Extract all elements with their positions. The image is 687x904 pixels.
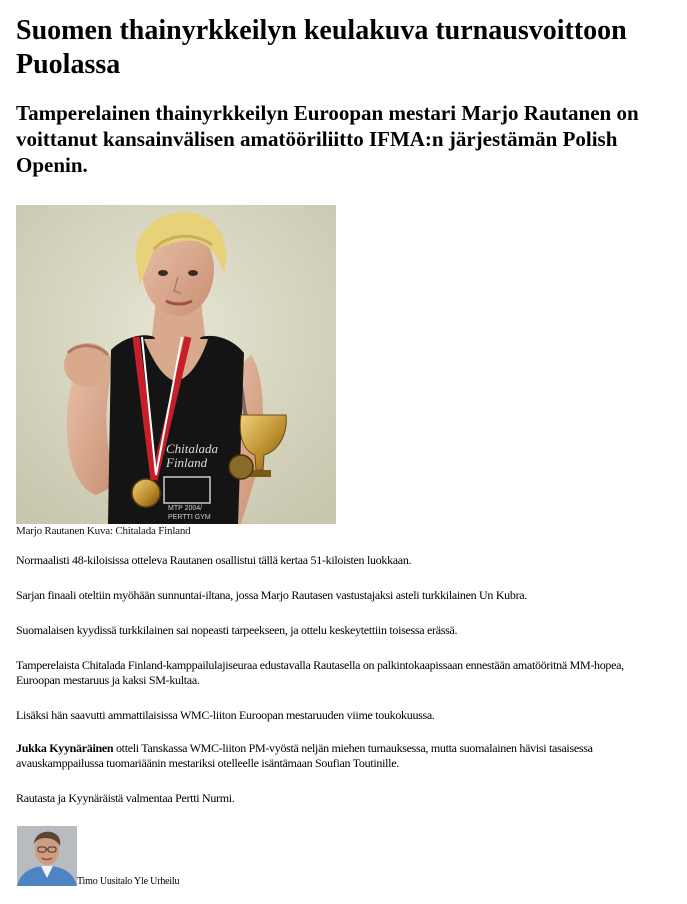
fighter-photo-illustration [16, 205, 336, 524]
paragraph: Lisäksi hän saavutti ammattilaisissa WMC-liiton Euroopan mestaruuden viime toukokuussa. [16, 708, 435, 722]
article [16, 0, 666, 887]
paragraph: Tamperelaista Chitalada Finland-kamppailulajiseuraa edustavalla Rautasella on palkintokaapissaan ennestään amatööritnä MM-hopea, Euroopan mestaruus ja kaksi SM-kultaa. [16, 658, 624, 687]
paragraph: Sarjan finaali oteltiin myöhään sunnuntai-iltana, jossa Marjo Rautasen vastustajaksi asteli turkkilainen Un Kubra. [16, 588, 528, 602]
article-photo [16, 205, 336, 524]
article-body [16, 553, 666, 826]
paragraph: Suomalaisen kyydissä turkkilainen sai nopeasti tarpeekseen, ja ottelu keskeytettiin toisessa erässä. [16, 623, 458, 637]
photo-caption: Marjo Rautanen Kuva: Chitalada Finland [16, 525, 191, 537]
paragraph: Normaalisti 48-kiloisissa otteleva Rautanen osallistui tällä kertaa 51-kiloisten luokkaan. [16, 553, 412, 567]
article-title: Suomen thainyrkkeilyn keulakuva turnausvoittoon Puolassa [16, 15, 627, 80]
author-avatar [17, 826, 77, 886]
shirt-text-2: Finland [166, 455, 208, 470]
paragraph-kyynarainen [16, 741, 666, 771]
shirt-text-3: MTP 2004/ [168, 505, 203, 512]
bold-name: Jukka Kyynäräinen [16, 741, 114, 755]
paragraph-rest: otteli Tanskassa WMC-liiton PM-vyöstä neljän miehen turnauksessa, mutta suomalainen hävisi tasaisessa avauskamppailussa tuomariäänin mestariksi otelleelle isäntämaan Soufian Toutinille. [16, 741, 593, 770]
byline [16, 826, 316, 888]
shirt-text-4: PERTTI GYM [168, 514, 211, 521]
paragraph-closing: Rautasta ja Kyynäräistä valmentaa Pertti Nurmi. [16, 791, 235, 805]
shirt-text-1: Chitalada [166, 441, 219, 456]
byline-name: Timo Uusitalo Yle Urheilu [77, 876, 180, 887]
article-lead: Tamperelainen thainyrkkeilyn Euroopan mestari Marjo Rautanen on voittanut kansainvälisen amatööriliitto IFMA:n järjestämän Polish Openin. [16, 101, 639, 177]
article-photo-figure [16, 205, 337, 538]
author-portrait-illustration [17, 826, 77, 886]
